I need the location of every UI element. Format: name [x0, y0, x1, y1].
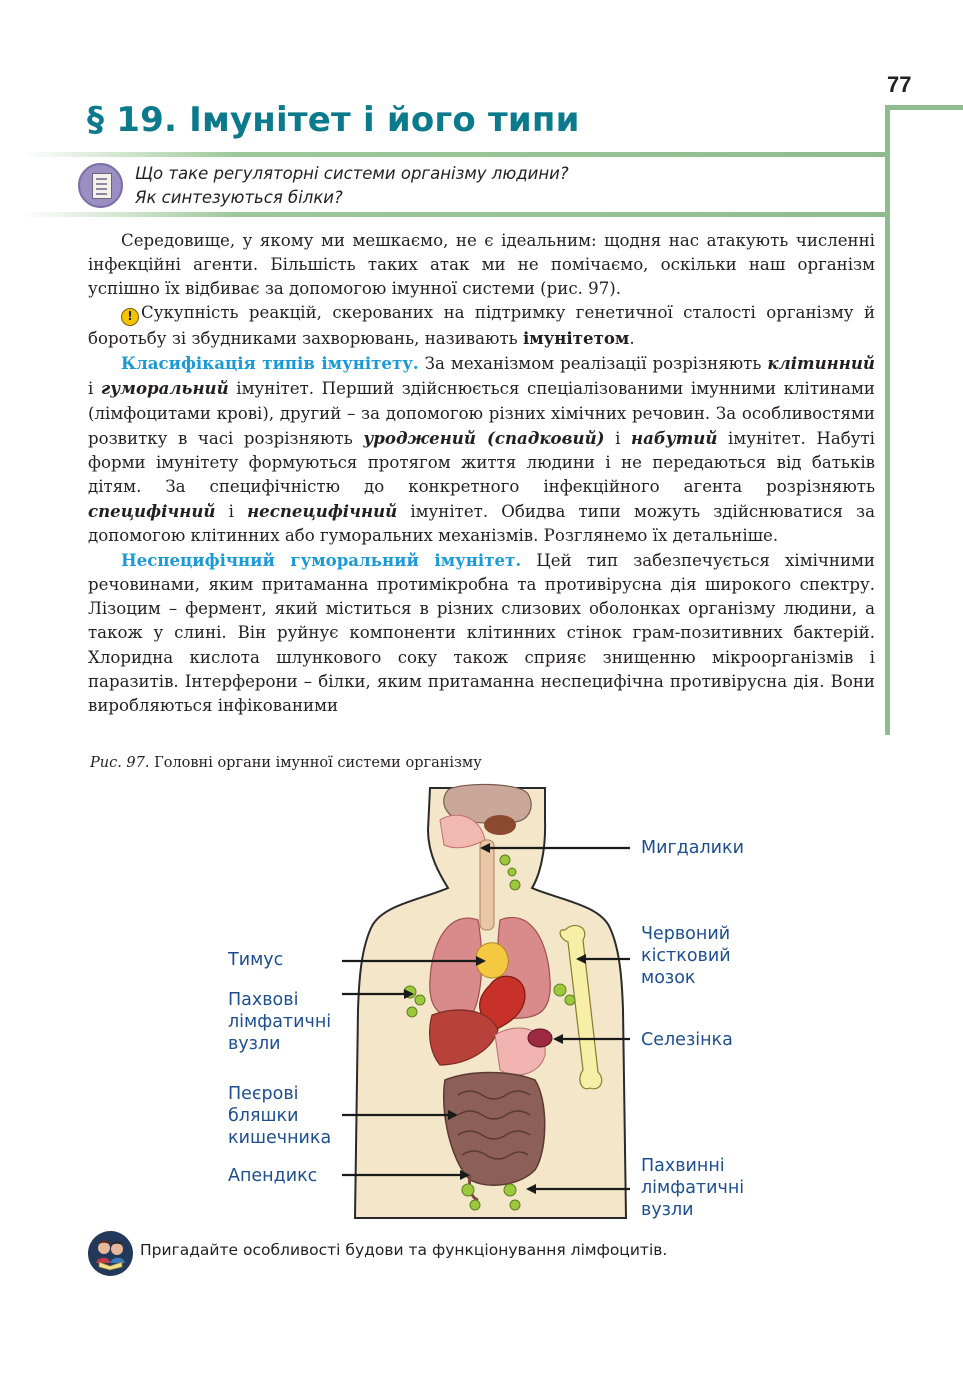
heading-nonspecific-humoral: Неспецифічний гуморальний імунітет. [121, 550, 522, 571]
label-peyer-line-3: кишечника [228, 1128, 332, 1148]
term-immunity: імунітетом [522, 328, 630, 349]
label-axillary-nodes [228, 989, 331, 1055]
trachea [480, 840, 494, 930]
label-thymus: Тимус [228, 950, 284, 970]
cerebellum [484, 815, 516, 835]
term-humoral: гуморальний [100, 378, 229, 399]
paragraph-4 [88, 548, 875, 718]
p3-text-d: і [604, 428, 631, 448]
review-questions [135, 162, 875, 210]
label-peyer-line-1: Пеєрові [228, 1084, 299, 1104]
term-acquired: набутий [630, 427, 718, 448]
label-axillary-line-3: вузли [228, 1034, 281, 1054]
label-inguinal-line-2: лімфатичні [641, 1178, 745, 1198]
figure-number: Рис. 97. [90, 755, 150, 771]
paragraph-2 [88, 301, 875, 351]
p3-text-c: імунітет. Перший здійснюється спеціалізованими імунними клітинами (лімфоцитами крові), другий – за допомогою різних хімічних речовин. За особливостями розвитку в часі розрізняють [88, 379, 875, 448]
label-inguinal-nodes [641, 1155, 744, 1221]
paragraph-2-text: Сукупність реакцій, скерованих на підтримку генетичної сталості організму й боротьбу зі збудниками захворювань, називають [88, 303, 875, 349]
body-illustration [0, 780, 963, 1225]
spleen [528, 1029, 552, 1047]
label-marrow-line-2: кістковий [641, 946, 731, 966]
body-text [88, 229, 875, 718]
paragraph-1: Середовище, у якому ми мешкаємо, не є ідеальним: щодня нас атакують численні інфекційні агенти. Більшість таких атак ми не помічаємо, оскільки наш організм успішно їх відбиває за допомогою імунної системи (рис. 97). [88, 231, 875, 299]
recall-prompt: Пригадайте особливості будови та функціонування лімфоцитів. [140, 1241, 668, 1259]
figure-caption-text: Головні органи імунної системи організму [149, 755, 482, 771]
label-marrow-line-3: мозок [641, 968, 696, 988]
question-2: Як синтезуються білки? [135, 188, 343, 207]
label-red-bone-marrow [641, 923, 731, 989]
label-axillary-line-2: лімфатичні [228, 1012, 332, 1032]
students-reading-icon [88, 1231, 133, 1276]
questions-band-bottom [20, 212, 888, 217]
page-edge-band [885, 105, 963, 735]
immune-system-figure [0, 780, 963, 1225]
heading-classification: Класифікація типів імунітету. [121, 353, 419, 374]
term-innate: уроджений (спадковий) [363, 427, 605, 448]
label-spleen: Селезінка [641, 1030, 733, 1050]
label-tonsils: Мигдалики [641, 838, 744, 858]
term-specific: специфічний [88, 500, 216, 521]
p3-text-f: і [215, 501, 248, 521]
checklist-icon [78, 163, 123, 208]
label-marrow-line-1: Червоний [641, 924, 731, 944]
paragraph-2-end: . [629, 329, 635, 349]
paragraph-3 [88, 351, 875, 548]
label-peyer-patches [228, 1083, 331, 1149]
p3-text-a: За механізмом реалізації розрізняють [418, 354, 768, 374]
label-appendix: Апендикс [228, 1166, 318, 1186]
label-peyer-line-2: бляшки [228, 1106, 299, 1126]
term-nonspecific: неспецифічний [247, 500, 398, 521]
p3-text-e: імунітет. Набуті форми імунітету формуються протягом життя людини і не передаються від батьків дітям. За специфічністю до конкретного інфекційного агента розрізняють [88, 428, 875, 496]
question-1: Що таке регуляторні системи організму людини? [135, 164, 569, 183]
label-inguinal-line-1: Пахвинні [641, 1156, 725, 1176]
label-axillary-line-1: Пахвові [228, 990, 299, 1010]
p3-text-g: імунітет. Обидва типи можуть здійснюватися за допомогою клітинних або гуморальних механізмів. Розглянемо їх детальніше. [88, 501, 876, 546]
page-title: § 19. Імунітет і його типи [87, 100, 580, 140]
p4-text: Цей тип забезпечується хімічними речовинами, яким притаманна протимікробна та противірусна дія широкого спектру. Лізоцим – фермент, який міститься в різних слизових оболонках організму людини, а також у слині. Він руйнує компоненти клітинних стінок грам-позитивних бактерій. Хлоридна кислота шлункового соку також сприяє знищенню мікроорганізмів і паразитів. Інтерферони – білки, яким притаманна неспецифічна противірусна дія. Вони виробляються інфікованими [88, 551, 875, 715]
questions-band-top [20, 152, 888, 157]
term-cellular: клітинний [767, 353, 875, 374]
exclamation-icon: ! [121, 308, 139, 326]
figure-caption [90, 755, 482, 771]
page-number: 77 [887, 72, 912, 97]
p3-text-b: і [88, 379, 101, 399]
label-inguinal-line-3: вузли [641, 1200, 694, 1220]
